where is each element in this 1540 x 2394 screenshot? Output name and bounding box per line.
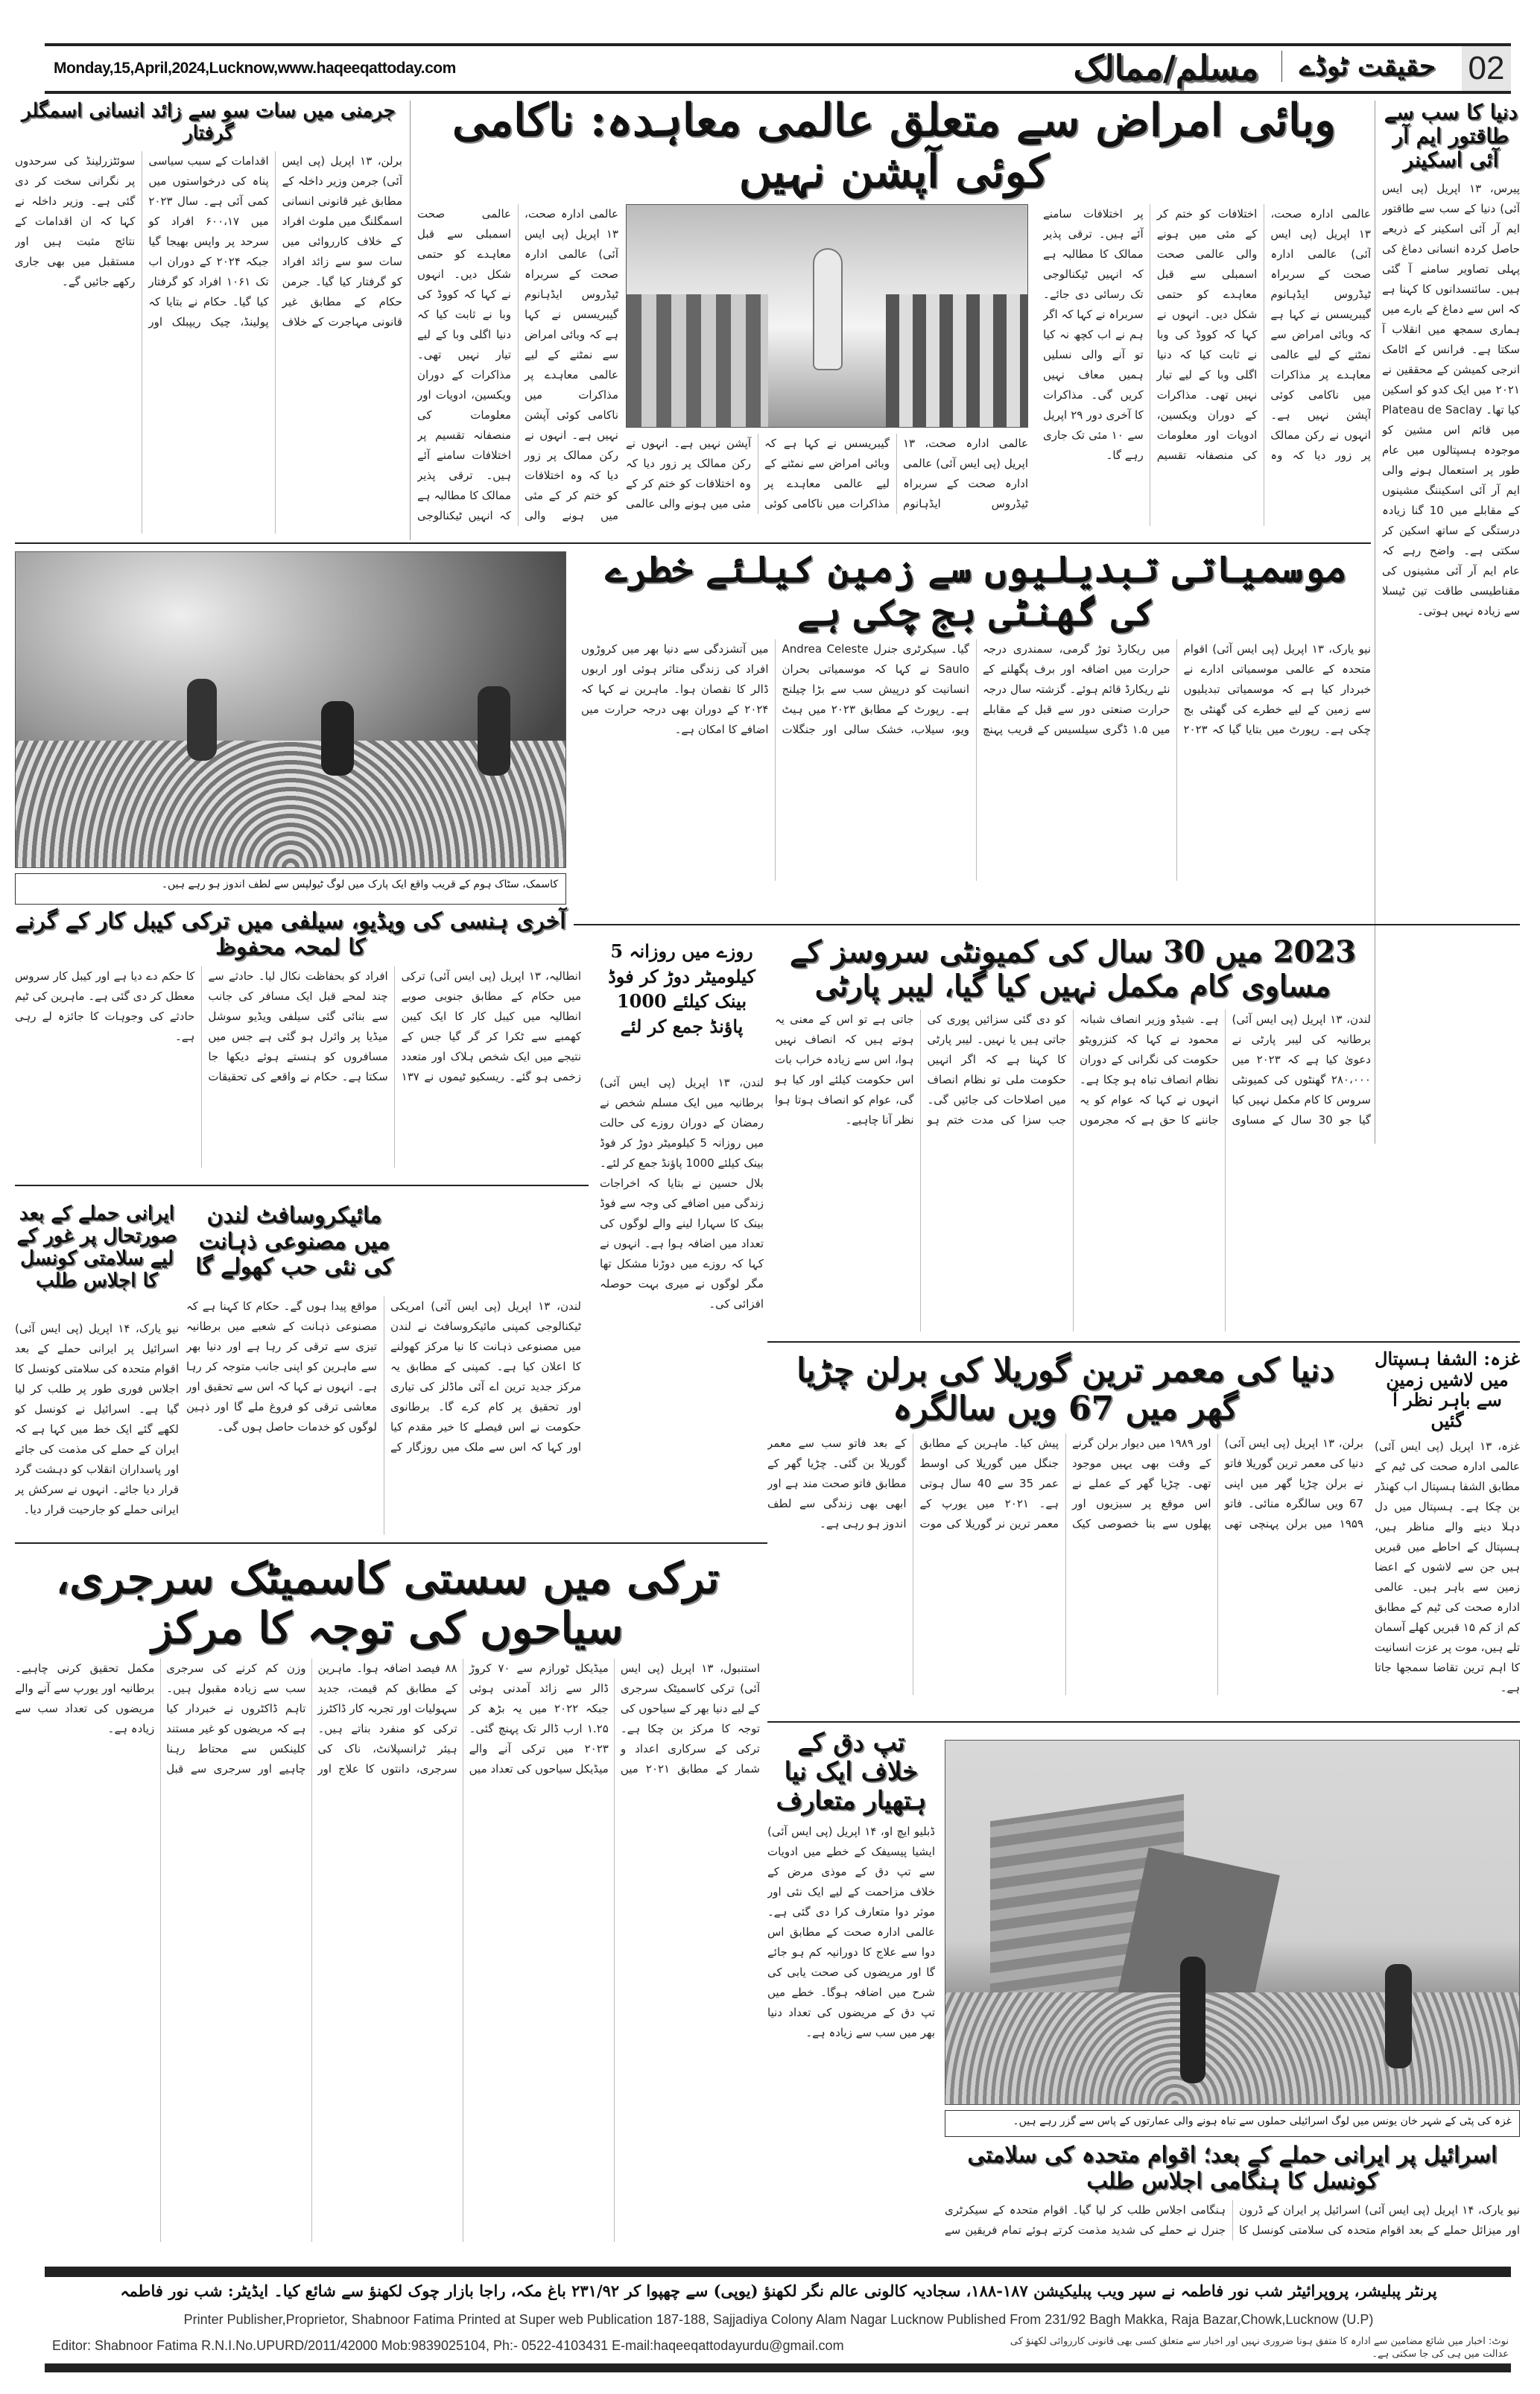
section-rule: [767, 1721, 1520, 1723]
gorilla-body: برلن، ۱۳ اپریل (پی ایس آئی) دنیا کی معمر ترین گوریلا فاتو نے برلن چڑیا گھر میں اپنی 67 ویں سالگرہ منائی۔ فاتو ۱۹۵۹ میں برلن پہنچی تھی اور ۱۹۸۹ میں دیوار برلن گرنے کے وقت بھی یہیں موجود تھی۔ چڑیا گھر کے عملے نے اس موقع پر سبزیوں اور پھلوں سے بنا خصوصی کیک پیش کیا۔ ماہرین کے مطابق جنگل میں گوریلا کی اوسط عمر 35 سے 40 سال ہوتی ہے۔ ۲۰۲۱ میں یورپ کے معمر ترین نر گوریلا کی موت کے بعد فاتو سب سے معمر گوریلا بن گئی۔ چڑیا گھر کے مطابق فاتو صحت مند ہے اور ابھی بھی زندگی سے لطف اندوز ہو رہی ہے۔: [767, 1437, 1363, 1530]
cable-car-body: انطالیہ، ۱۳ اپریل (پی ایس آئی) ترکی میں حکام کے مطابق جنوبی صوبے انطالیہ میں کیبل کار کا ایک کیبن کھمبے سے ٹکرا کر گر گیا جس کے نتیجے میں ایک شخص ہلاک اور متعدد زخمی ہو گئے۔ ریسکیو ٹیموں نے ۱۳۷ افراد کو بحفاظت نکال لیا۔ حادثے سے چند لمحے قبل ایک مسافر کی جانب سے بنائی گئی سیلفی ویڈیو سوشل میڈیا پر وائرل ہو گئی ہے جس میں مسافروں کو ہنستے ہوئے دیکھا جا سکتا ہے۔ حکام نے واقعے کی تحقیقات کا حکم دے دیا ہے اور کیبل کار سروس معطل کر دی گئی ہے۔ ماہرین کی ٹیم حادثے کی وجوہات کا جائزہ لے رہی ہے۔: [15, 969, 581, 1083]
section-rule: [574, 924, 1520, 925]
section-rule: [15, 1542, 767, 1544]
health-worker-figure: [814, 250, 841, 369]
turkey-surgery-body: استنبول، ۱۳ اپریل (پی ایس آئی) ترکی کاسمیٹک سرجری کے لیے دنیا بھر کے سیاحوں کی توجہ کا مرکز بن چکا ہے۔ ترکی کے سرکاری اعداد و شمار کے مطابق ۲۰۲۱ میں میڈیکل ٹورازم سے ۷۰ کروڑ ڈالر سے زائد آمدنی ہوئی جبکہ ۲۰۲۲ میں یہ بڑھ کر ۱.۲۵ ارب ڈالر تک پہنچ گئی۔ ۲۰۲۳ میں ترکی آنے والے میڈیکل سیاحوں کی تعداد میں ۸۸ فیصد اضافہ ہوا۔ ماہرین کے مطابق کم قیمت، جدید سہولیات اور تجربہ کار ڈاکٹرز ترکی کو منفرد بناتے ہیں۔ ہیئر ٹرانسپلانٹ، ناک کی سرجری، دانتوں کا علاج اور وزن کم کرنے کی سرجری سب سے زیادہ مقبول ہیں۔ تاہم ڈاکٹروں نے خبردار کیا ہے کہ مریضوں کو غیر مستند کلینکس سے محتاط رہنا چاہیے اور سرجری سے قبل مکمل تحقیق کرنی چاہیے۔ برطانیہ اور یورپ سے آنے والے مریضوں کی تعداد سب سے زیادہ ہے۔: [15, 1662, 760, 1776]
climate-body: نیو یارک، ۱۳ اپریل (پی ایس آئی) اقوام متحدہ کے عالمی موسمیاتی ادارے نے خبردار کیا ہے کہ موسمیاتی تبدیلیوں سے زمین کے لیے خطرے کی گھنٹی بج چکی ہے۔ رپورٹ میں بتایا گیا کہ ۲۰۲۳ میں ریکارڈ توڑ گرمی، سمندری درجہ حرارت میں اضافہ اور برف پگھلنے کے نئے ریکارڈ قائم ہوئے۔ گزشتہ سال درجہ حرارت صنعتی دور سے قبل کے مقابلے میں ۱.۵ ڈگری سیلسیس کے قریب پہنچ گیا۔ سیکرٹری جنرل Andrea Celeste Saulo نے کہا کہ موسمیاتی بحران انسانیت کو درپیش سب سے بڑا چیلنج ہے۔ رپورٹ کے مطابق ۲۰۲۳ میں ہیٹ ویو، سیلاب، خشک سالی اور جنگلات میں آتشزدگی سے دنیا بھر میں کروڑوں افراد کی زندگی متاثر ہوئی اور اربوں ڈالر کا نقصان ہوا۔ ماہرین نے کہا کہ ۲۰۲۴ کے دوران بھی درجہ حرارت میں اضافے کا امکان ہے۔: [581, 642, 1371, 736]
gorilla-headline: دنیا کی معمر ترین گوریلا کی برلن چڑیا گھر میں 67 ویں سالگرہ: [796, 1352, 1334, 1428]
page-number: 02: [1462, 46, 1511, 91]
section-rule: [15, 1185, 589, 1186]
pandemic-body-left: عالمی ادارہ صحت، ۱۳ اپریل (پی ایس آئی) عالمی ادارہ صحت کے سربراہ ٹیڈروس ایڈہانوم گیبریسس نے کہا ہے کہ وبائی امراض سے نمٹنے کے لیے عالمی معاہدے پر مذاکرات میں ناکامی کوئی آپشن نہیں ہے۔ انہوں نے رکن ممالک پر زور دیا کہ وہ اختلافات کو ختم کر کے مئی میں ہونے والی عالمی صحت اسمبلی سے قبل معاہدے کو حتمی شکل دیں۔ انہوں نے کہا کہ کووڈ کی وبا نے ثابت کیا کہ دنیا اگلی وبا کے لیے تیار نہیں تھی۔ مذاکرات کے دوران ویکسین، ادویات اور معلومات کی منصفانہ تقسیم پر اختلافات سامنے آئے ہیں۔ ترقی پذیر ممالک کا مطالبہ ہے کہ انہیں ٹیکنالوجی: [417, 207, 618, 522]
visitor-figure: [478, 686, 510, 776]
tb-headline: تپ دق کے خلاف ایک نیا ہتھیار متعارف: [776, 1728, 927, 1817]
microsoft-headline: مائیکروسافٹ لندن میں مصنوعی ذہانت کی نئی حب کھولے گا: [195, 1203, 393, 1280]
israel-council-body: نیو یارک، ۱۴ اپریل (پی ایس آئی) اسرائیل پر ایران کے ڈرون اور میزائل حملے کے بعد اقوام متحدہ کی سلامتی کونسل کا ہنگامی اجلاس طلب کر لیا گیا۔ اقوام متحدہ کے سیکرٹری جنرل نے حملے کی شدید مذمت کرتے ہوئے تمام فریقین سے: [945, 2203, 1520, 2237]
header-bottom-rule: [45, 91, 1511, 94]
visitor-figure: [187, 679, 217, 761]
footer-top-band: [45, 2267, 1511, 2277]
dateline: Monday,15,April,2024,Lucknow,www.haqeeqattoday.com: [54, 60, 456, 77]
person-figure: [1385, 1964, 1412, 2068]
fasting-body: لندن، ۱۳ اپریل (پی ایس آئی) برطانیہ میں ایک مسلم شخص نے رمضان کے دوران روزے کی حالت میں روزانہ 5 کیلومیٹر دوڑ کر فوڈ بینک کیلئے 1000 پاؤنڈ جمع کر لئے۔ بلال حسین نے بتایا کہ اخراجات زندگی میں اضافے کی وجہ سے فوڈ بینک کا سہارا لینے والے لوگوں کی تعداد میں اضافہ ہوا ہے۔ انہوں نے کہا کہ روزے میں دوڑنا مشکل تھا مگر لوگوں نے میری بہت حوصلہ افزائی کی۔: [600, 1076, 764, 1311]
person-figure: [1180, 1957, 1205, 2083]
mri-headline: دنیا کا سب سے طاقتور ایم آر آئی اسکینر: [1384, 100, 1518, 173]
labour-headline: 2023 میں 30 سال کی کمیونٹی سروسز کے مساوی کام مکمل نہیں کیا گیا، لیبر پارٹی: [790, 934, 1356, 1004]
tb-body: ڈبلیو ایچ او، ۱۴ اپریل (پی ایس آئی) ایشیا پیسیفک کے خطے میں ادویات سے تپ دق کے موذی مرض کے خلاف مزاحمت کے لیے ایک نئی اور موثر دوا متعارف کرا دی گئی ہے۔ عالمی ادارہ صحت کے مطابق اس دوا سے علاج کا دورانیہ کم ہو جائے گا اور مریضوں کی صحت یابی کی شرح میں اضافہ ہوگا۔ خطے میں تپ دق کے مریضوں کی تعداد دنیا بھر میں سب سے زیادہ ہے۔: [767, 1825, 935, 2039]
hospital-beds-right: [886, 294, 1027, 428]
climate-headline: موسمیاتی تبدیلیوں سے زمین کیلئے خطرے کی گھنٹی بج چکی ہے: [605, 547, 1347, 634]
tulip-caption: کاسمک، سٹاک ہوم کے قریب واقع ایک پارک میں لوگ ٹیولپس سے لطف اندوز ہو رہے ہیں۔: [15, 873, 566, 905]
hospital-photo: [626, 204, 1028, 428]
pandemic-headline: وبائی امراض سے متعلق عالمی معاہدہ: ناکامی کوئی آپشن نہیں: [452, 95, 1336, 198]
header-top-rule: [45, 43, 1511, 46]
microsoft-body: لندن، ۱۳ اپریل (پی ایس آئی) امریکی ٹیکنالوجی کمپنی مائیکروسافٹ نے لندن میں مصنوعی ذہانت کا نیا مرکز کھولنے کا اعلان کیا ہے۔ کمپنی کے مطابق یہ مرکز جدید ترین اے آئی ماڈلز کی تیاری اور تحقیق پر کام کرے گا۔ برطانوی حکومت نے اس فیصلے کا خیر مقدم کیا اور کہا کہ اس سے ملک میں روزگار کے مواقع پیدا ہوں گے۔ حکام کا کہنا ہے کہ مصنوعی ذہانت کے شعبے میں برطانیہ تیزی سے ترقی کر رہا ہے اور دنیا بھر سے ماہرین کو اپنی جانب متوجہ کر رہا ہے۔ انہوں نے کہا کہ اس سے تحقیق اور معاشی ترقی کو فروغ ملے گا اور ذہین لوگوں کو خدمات حاصل ہوں گی۔: [186, 1299, 581, 1454]
labour-body: لندن، ۱۳ اپریل (پی ایس آئی) برطانیہ کی لیبر پارٹی نے دعویٰ کیا ہے کہ ۲۰۲۳ میں ۲۸۰،۰۰۰ گھنٹوں کی کمیونٹی سروس کا کام مکمل نہیں کیا گیا جو 30 سال کے مساوی ہے۔ شیڈو وزیر انصاف شبانہ محمود نے کہا کہ کنزرویٹو حکومت کی نگرانی کے دوران نظام انصاف تباہ ہو چکا ہے۔ انہوں نے کہا کہ عوام کو یہ جاننے کا حق ہے کہ مجرموں کو دی گئی سزائیں پوری کی جاتی ہیں یا نہیں۔ لیبر پارٹی کا کہنا ہے کہ اگر انہیں حکومت ملی تو نظام انصاف میں اصلاحات کی جائیں گی۔ جب سزا کی مدت ختم ہو جاتی ہے تو اس کے معنی یہ ہوتے ہیں کہ انصاف نہیں ہوا، اس سے زیادہ خراب بات اس حکومت کیلئے اور کیا ہو گی، عوام کو انصاف ہوتا ہوا نظر آنا چاہیے۔: [775, 1013, 1371, 1127]
paper-name: حقیقت ٹوڈے: [1281, 51, 1453, 82]
footer-english-imprint: Printer Publisher,Proprietor, Shabnoor Fatima Printed at Super web Publication 187-188, Sajjadiya Colony Alam Nagar Lucknow Published From 231/92 Bagh Makka, Raja Bazar,Chowk,Lucknow (U.P): [183, 2312, 1374, 2327]
fasting-headline: روزے میں روزانہ 5 کیلومیٹر دوڑ کر فوڈ بینک کیلئے 1000 پاؤنڈ جمع کر لئے: [608, 940, 755, 1037]
pandemic-body-below: عالمی ادارہ صحت، ۱۳ اپریل (پی ایس آئی) عالمی ادارہ صحت کے سربراہ ٹیڈروس ایڈہانوم گیبریسس نے کہا ہے کہ وبائی امراض سے نمٹنے کے لیے عالمی معاہدے پر مذاکرات میں ناکامی کوئی آپشن نہیں ہے۔ انہوں نے رکن ممالک پر زور دیا کہ وہ اختلافات کو ختم کر کے مئی میں ہونے والی عالمی: [626, 437, 1028, 510]
tulip-park-photo: [15, 551, 566, 868]
gaza-destruction-photo: [945, 1740, 1520, 2105]
footer-editor-line: Editor: Shabnoor Fatima R.N.I.No.UPURD/2011/42000 Mob:9839025104, Ph:- 0522-4103431 E-mail:haqeeqattodayurdu@gmail.com: [52, 2338, 844, 2353]
visitor-figure: [321, 701, 354, 776]
shifa-headline: غزہ: الشفا ہسپتال میں لاشیں زمین سے باہر نظر آ گئیں: [1375, 1348, 1520, 1431]
germany-body: برلن، ۱۳ اپریل (پی ایس آئی) جرمن وزیر داخلہ کے مطابق غیر قانونی انسانی اسمگلنگ میں ملوث افراد کے خلاف کارروائی میں سات سو سے زائد افراد کو گرفتار کیا گیا۔ جرمن حکام کے مطابق غیر قانونی مہاجرت کے خلاف اقدامات کے سبب سیاسی پناہ کی درخواستوں میں کمی آئی ہے۔ سال ۲۰۲۳ میں ۶۰۰،۱۷ افراد کو سرحد پر واپس بھیجا گیا جبکہ ۲۰۲۴ کے دوران اب تک ۱۰۶۱ افراد کو گرفتار کیا گیا۔ حکام نے بتایا کہ پولینڈ، چیک ریپبلک اور سوئٹزرلینڈ کی سرحدوں پر نگرانی سخت کر دی گئی ہے۔ وزیر داخلہ نے کہا کہ ان اقدامات کے نتائج مثبت ہیں اور مستقبل میں بھی جاری رکھے جائیں گے۔: [15, 154, 402, 329]
footer-disclaimer: نوٹ: اخبار میں شائع مضامین سے ادارہ کا متفق ہونا ضروری نہیں اور اخبار سے متعلق کسی بھی قانونی کارروائی لکھنؤ کی عدالت میں ہی کی جا سکتی ہے۔: [1010, 2336, 1509, 2360]
shifa-body: غزہ، ۱۳ اپریل (پی ایس آئی) عالمی ادارہ صحت کی ٹیم کے مطابق الشفا ہسپتال اب کھنڈر بن چکا ہے۔ ہسپتال میں دل دہلا دینے والے مناظر ہیں، ہسپتال کے احاطے میں قبریں ہیں جن سے لاشوں کے اعضا زمین سے باہر ہیں۔ عالمی ادارہ صحت کی ٹیم کے مطابق کم از کم ۱۵ قبریں کھلے آسمان تلے ہیں، موت پر عزت انسانیت کا اہم ترین تقاضا سمجھا جاتا ہے۔: [1375, 1440, 1520, 1694]
iran-council-body: نیو یارک، ۱۴ اپریل (پی ایس آئی) اسرائیل پر ایرانی حملے کے بعد اقوام متحدہ کی سلامتی کونسل کا اجلاس فوری طور پر طلب کر لیا گیا ہے۔ اسرائیل نے کونسل کو لکھے گئے ایک خط میں کہا ہے کہ ایران کے حملے کی مذمت کی جائے اور پاسداران انقلاب کو دہشت گرد قرار دیا جائے۔ انہوں نے سرکش پر ایرانی حملے کو جارحیت قرار دیا۔: [15, 1322, 179, 1516]
section-rule: [767, 1341, 1520, 1343]
cable-car-headline: آخری ہنسی کی ویڈیو، سیلفی میں ترکی کیبل کار کے گرنے کا لمحہ محفوظ: [15, 908, 566, 960]
footer-bottom-band: [45, 2363, 1511, 2372]
iran-council-headline: ایرانی حملے کے بعد صورتحال پر غور کے لیے سلامتی کونسل کا اجلاس طلب: [16, 1203, 177, 1292]
section-title: مسلم/ممالک: [1073, 48, 1259, 88]
gaza-caption: غزہ کی پٹی کے شہر خان یونس میں لوگ اسرائیلی حملوں سے تباہ ہونے والی عمارتوں کے پاس سے گزر رہے ہیں۔: [945, 2110, 1520, 2137]
germany-headline: جرمنی میں سات سو سے زائد انسانی اسمگلر گرفتار: [22, 100, 396, 145]
mri-body: پیرس، ۱۳ اپریل (پی ایس آئی) دنیا کے سب سے طاقتور ایم آر آئی اسکینر کے ذریعے حاصل کردہ انسانی دماغ کی پہلی تصاویر سامنے آ گئی ہیں۔ سائنسدانوں کا کہنا ہے کہ اس سے دماغ کے بارے میں ہماری سمجھ میں انقلاب آ سکتا ہے۔ فرانس کے اٹامک انرجی کمیشن کے محققین نے ۲۰۲۱ میں ایک کدو کو اسکین کیا تھا۔ Plateau de Saclay میں قائم اس مشین کو موجودہ ہسپتالوں میں عام طور پر استعمال ہونے والی ایم آر آئی اسکیننگ مشینوں کے مقابلے میں 10 گنا زیادہ درستگی کے ساتھ اسکین کر سکتی ہے۔ واضح رہے کہ عام ایم آر آئی مشینوں کی مقناطیسی طاقت تین ٹیسلا سے زیادہ نہیں ہوتی۔: [1382, 182, 1520, 618]
turkey-surgery-headline: ترکی میں سستی کاسمیٹک سرجری، سیاحوں کی توجہ کا مرکز: [55, 1553, 720, 1653]
pandemic-body-right: عالمی ادارہ صحت، ۱۳ اپریل (پی ایس آئی) عالمی ادارہ صحت کے سربراہ ٹیڈروس ایڈہانوم گیبریسس نے کہا ہے کہ وبائی امراض سے نمٹنے کے لیے عالمی معاہدے پر مذاکرات میں ناکامی کوئی آپشن نہیں ہے۔ انہوں نے رکن ممالک پر زور دیا کہ وہ اختلافات کو ختم کر کے مئی میں ہونے والی عالمی صحت اسمبلی سے قبل معاہدے کو حتمی شکل دیں۔ انہوں نے کہا کہ کووڈ کی وبا نے ثابت کیا کہ دنیا اگلی وبا کے لیے تیار نہیں تھی۔ مذاکرات کے دوران ویکسین، ادویات اور معلومات کی منصفانہ تقسیم پر اختلافات سامنے آئے ہیں۔ ترقی پذیر ممالک کا مطالبہ ہے کہ انہیں ٹیکنالوجی تک رسائی دی جائے۔ سربراہ نے کہا کہ اگر ہم نے اب کچھ نہ کیا تو آنے والی نسلیں ہمیں معاف نہیں کریں گی۔ مذاکرات کا آخری دور ۲۹ اپریل سے ۱۰ مئی تک جاری رہے گا۔: [1043, 207, 1371, 462]
rubble: [945, 1992, 1519, 2104]
column-divider: [410, 101, 411, 540]
hospital-beds-left: [627, 294, 768, 428]
footer-urdu-imprint: پرنٹر پبلیشر، پروپرائیٹر شب نور فاطمہ نے سپر ویب پبلیکیشن ۱۸۷-۱۸۸، سجادیہ کالونی عالم نگر لکھنؤ (یوپی) سے چھپوا کر ۲۳۱/۹۲ باغ مکہ، راجا بازار چوک لکھنؤ سے شائع کیا۔ ایڈیٹر: شب نور فاطمہ: [120, 2281, 1437, 2300]
section-rule: [15, 542, 1371, 544]
israel-council-headline: اسرائیل پر ایرانی حملے کے بعد؛ اقوام متحدہ کی سلامتی کونسل کا ہنگامی اجلاس طلب: [967, 2142, 1498, 2194]
